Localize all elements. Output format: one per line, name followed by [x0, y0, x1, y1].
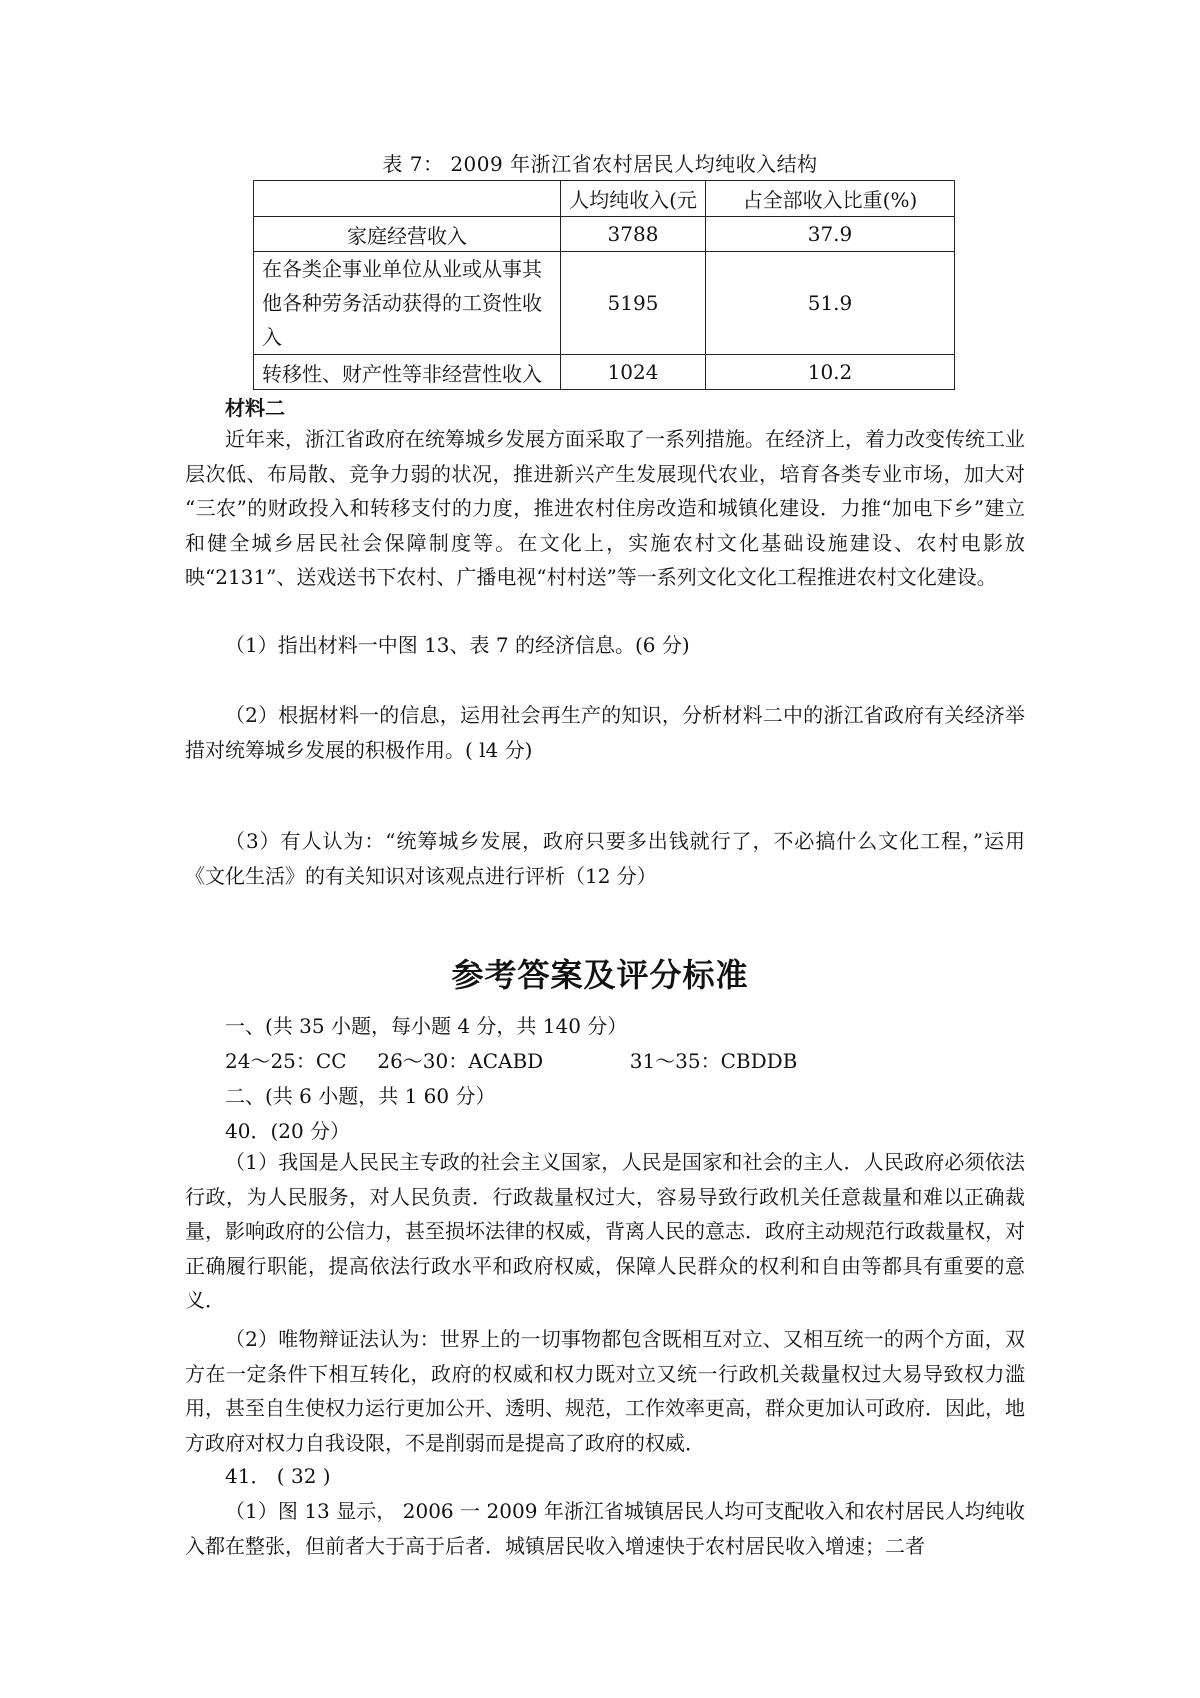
table-header-row — [254, 181, 955, 217]
row-share: 10.2 — [706, 355, 955, 390]
q40-answer-2: （2）唯物辩证法认为：世界上的一切事物都包含既相互对立、又相互统一的两个方面，双方在一定条件下相互转化，政府的权威和权力既对立又统一行政机关裁量权过大易导致权力滥用，甚至自生使权力运行更加公开、透明、规范，工作效率更高，群众更加认可政府．因此，地方政府对权力自我设限，不是削弱而是提高了政府的权威． — [185, 1327, 1025, 1455]
question-3: （3）有人认为：“统筹城乡发展，政府只要多出钱就行了，不必搞什么文化工程，”运用《文化生活》的有关知识对该观点进行评析（12 分） — [185, 829, 1025, 888]
table-caption: 表 7： 2009 年浙江省农村居民人均纯收入结构 — [382, 152, 818, 176]
choice-answer-group: 24～25：CC — [225, 1049, 347, 1073]
q40-answer-1: （1）我国是人民民主专政的社会主义国家，人民是国家和社会的主人．人民政府必须依法行政，为人民服务，对人民负责．行政裁量权过大，容易导致行政机关任意裁量和难以正确裁量，影响政府的公信力，甚至损坏法律的权威，背离人民的意志．政府主动规范行政裁量权，对正确履行职能，提高依法行政水平和政府权威，保障人民群众的权利和自由等都具有重要的意义． — [185, 1150, 1025, 1312]
row-label: 在各类企事业单位从业或从事其他各种劳务活动获得的工资性收入 — [254, 252, 561, 355]
table-row — [254, 355, 955, 390]
q41-answer-1: （1）图 13 显示， 2006 一 2009 年浙江省城镇居民人均可支配收入和农村居民人均纯收入都在整张，但前者大于高于后者．城镇居民收入增速快于农村居民收入增速；二者 — [185, 1499, 1025, 1558]
row-label: 转移性、财产性等非经营性收入 — [254, 355, 561, 390]
question-1: （1）指出材料一中图 13、表 7 的经济信息。(6 分) — [225, 633, 690, 657]
q40-header: 40．(20 分） — [225, 1119, 351, 1143]
row-income: 1024 — [561, 355, 706, 390]
section1-header: 一、(共 35 小题，每小题 4 分，共 140 分） — [225, 1014, 628, 1038]
choice-answer-group: 31～35：CBDDB — [629, 1049, 798, 1073]
row-share: 37.9 — [706, 217, 955, 252]
question-2: （2）根据材料一的信息，运用社会再生产的知识，分析材料二中的浙江省政府有关经济举措对统筹城乡发展的积极作用。( l4 分) — [185, 703, 1025, 762]
row-income: 5195 — [561, 252, 706, 355]
choice-answers — [225, 1045, 797, 1074]
table-row — [254, 217, 955, 252]
table-row — [254, 252, 955, 355]
row-income: 3788 — [561, 217, 706, 252]
q41-header: 41． ( 32 ) — [225, 1464, 331, 1488]
row-share: 51.9 — [706, 252, 955, 355]
choice-answer-group: 26～30：ACABD — [377, 1049, 544, 1073]
answers-title: 参考答案及评分标准 — [451, 956, 749, 994]
material2-heading: 材料二 — [225, 396, 285, 420]
table-header-share: 占全部收入比重(%) — [706, 181, 955, 217]
row-label: 家庭经营收入 — [254, 217, 561, 252]
material2-body: 近年来，浙江省政府在统筹城乡发展方面采取了一系列措施。在经济上，着力改变传统工业层次低、布局散、竞争力弱的状况，推进新兴产生发展现代农业，培育各类专业市场，加大对 “三农”的财政投入和转移支付的力度，推进农村住房改造和城镇化建设．力推“加电下乡”建立和健全城乡居民社会保障制度等。在文化上，实施农村文化基础设施建设、农村电影放映“2131”、送戏送书下农村、广播电视“村村送”等一系列文化文化工程推进农村文化建设。 — [185, 427, 1025, 589]
table-header-blank — [254, 181, 561, 217]
income-structure-table — [253, 180, 955, 390]
section2-header: 二、(共 6 小题，共 1 60 分） — [225, 1084, 496, 1108]
table-header-income: 人均纯收入(元 — [561, 181, 706, 217]
